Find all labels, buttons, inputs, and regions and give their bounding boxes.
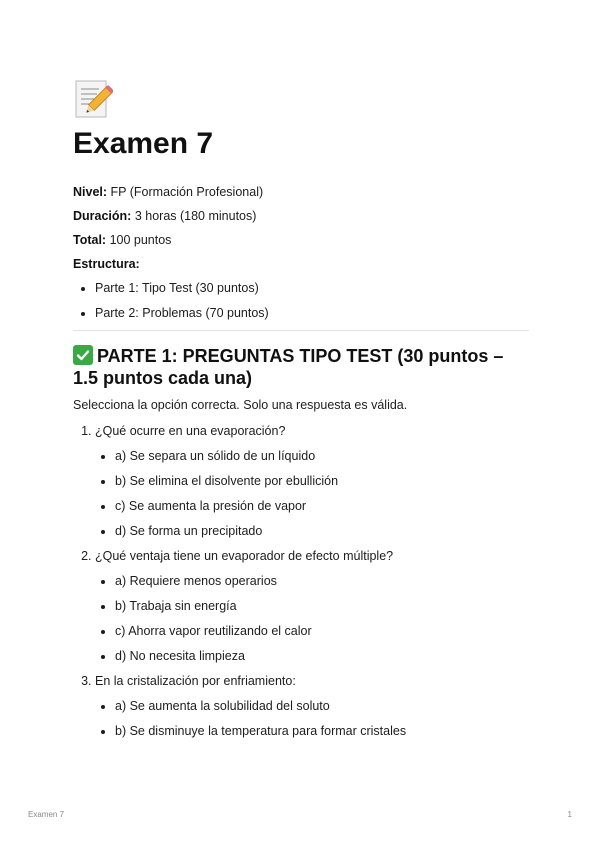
meta-level-value: FP (Formación Profesional) <box>110 185 264 199</box>
option-item: • a) Requiere menos operarios <box>115 573 529 589</box>
option-list <box>95 573 529 664</box>
option-item: • d) No necesita limpieza <box>115 648 529 664</box>
section-heading <box>73 345 529 389</box>
question-item <box>95 548 529 664</box>
page-footer <box>28 810 572 819</box>
meta-duration-value: 3 horas (180 minutos) <box>134 209 257 223</box>
option-list <box>95 698 529 739</box>
question-list <box>73 423 529 739</box>
meta-duration <box>73 208 529 224</box>
document-page <box>73 78 529 748</box>
meta-total-label: Total: <box>73 233 107 247</box>
option-item: • b) Trabaja sin energía <box>115 598 529 614</box>
meta-structure <box>73 256 529 272</box>
option-item: • a) Se separa un sólido de un líquido <box>115 448 529 464</box>
option-item: • c) Ahorra vapor reutilizando el calor <box>115 623 529 639</box>
option-item: • c) Se aumenta la presión de vapor <box>115 498 529 514</box>
section-title: PARTE 1: PREGUNTAS TIPO TEST (30 puntos – 1.5 puntos cada una) <box>73 346 504 388</box>
meta-level-label: Nivel: <box>73 185 108 199</box>
meta-duration-label: Duración: <box>73 209 132 223</box>
question-item <box>95 673 529 739</box>
footer-page-number: 1 <box>567 810 572 819</box>
divider <box>73 330 529 331</box>
question-item <box>95 423 529 539</box>
list-item: • Parte 1: Tipo Test (30 puntos) <box>95 280 529 296</box>
meta-structure-label: Estructura: <box>73 257 140 271</box>
option-item: • b) Se elimina el disolvente por ebullición <box>115 473 529 489</box>
option-item: • a) Se aumenta la solubilidad del soluto <box>115 698 529 714</box>
structure-list <box>73 280 529 321</box>
check-mark-icon <box>73 345 93 365</box>
option-item: • b) Se disminuye la temperatura para formar cristales <box>115 723 529 739</box>
meta-level <box>73 184 529 200</box>
meta-total <box>73 232 529 248</box>
question-text: ¿Qué ventaja tiene un evaporador de efecto múltiple? <box>95 549 394 563</box>
meta-total-value: 100 puntos <box>109 233 172 247</box>
option-list <box>95 448 529 539</box>
option-item: • d) Se forma un precipitado <box>115 523 529 539</box>
list-item: • Parte 2: Problemas (70 puntos) <box>95 305 529 321</box>
question-text: ¿Qué ocurre en una evaporación? <box>95 424 286 438</box>
section-intro: Selecciona la opción correcta. Solo una respuesta es válida. <box>73 398 408 412</box>
footer-doc-name: Examen 7 <box>28 810 65 819</box>
question-text: En la cristalización por enfriamiento: <box>95 674 296 688</box>
memo-icon <box>73 78 113 120</box>
page-title: Examen 7 <box>73 127 214 160</box>
